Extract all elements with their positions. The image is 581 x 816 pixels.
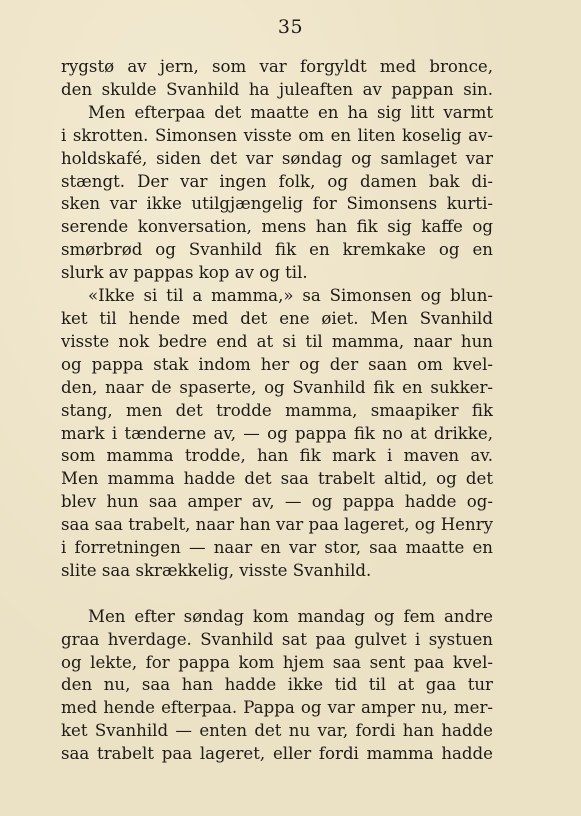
text-line: Men efterpaa det maatte en ha sig litt varmt [88,102,493,122]
text-line: som mamma trodde, han fik mark i maven av. [61,446,493,466]
page-number: 35 [277,16,304,38]
text-line: visste nok bedre end at si til mamma, naar hun [61,331,493,351]
text-line: blev hun saa amper av, — og pappa hadde og- [61,492,493,512]
text-line: saa trabelt paa lageret, eller fordi mamma hadde [61,744,493,764]
text-line: med hende efterpaa. Pappa og var amper nu, mer- [61,698,493,718]
text-line: og lekte, for pappa kom hjem saa sent paa kvel- [61,652,493,672]
text-line: den nu, saa han hadde ikke tid til at gaa tur [61,675,493,695]
text-line: slite saa skrækkelig, visste Svanhild. [61,560,372,580]
text-line: i forretningen — naar en var stor, saa maatte en [61,538,493,558]
text-line: ket til hende med det ene øiet. Men Svanhild [61,308,493,328]
body-text [61,56,493,766]
text-line: saa saa trabelt, naar han var paa lageret, og Henry [61,515,493,535]
text-line: ket Svanhild — enten det nu var, fordi han hadde [61,721,493,741]
text-line: slurk av pappas kop av og til. [61,263,308,283]
text-line: den, naar de spaserte, og Svanhild fik en sukker- [61,377,493,397]
text-line: og pappa stak indom her og der saan om kvel- [61,354,493,374]
text-line: den skulde Svanhild ha juleaften av pappan sin. [61,79,493,99]
text-line: stængt. Der var ingen folk, og damen bak di- [61,171,493,191]
text-line: «Ikke si til a mamma,» sa Simonsen og blun- [88,286,493,306]
text-line: smørbrød og Svanhild fik en kremkake og en [61,240,493,260]
text-line: stang, men det trodde mamma, smaapiker fik [61,400,493,420]
text-line: graa hverdage. Svanhild sat paa gulvet i systuen [61,629,493,649]
paragraph-gap [61,583,493,606]
text-line: serende konversation, mens han fik sig kaffe og [61,217,493,237]
text-line: sken var ikke utilgjængelig for Simonsens kurti- [61,194,493,214]
text-line: rygstø av jern, som var forgyldt med bronce, [61,57,493,76]
text-line: holdskafé, siden det var søndag og samlaget var [61,148,493,168]
text-line: Men mamma hadde det saa trabelt altid, og det [61,469,493,489]
text-line: Men efter søndag kom mandag og fem andre [88,606,493,626]
text-line: mark i tænderne av, — og pappa fik no at drikke, [61,423,493,443]
text-line: i skrotten. Simonsen visste om en liten koselig av- [61,125,493,145]
